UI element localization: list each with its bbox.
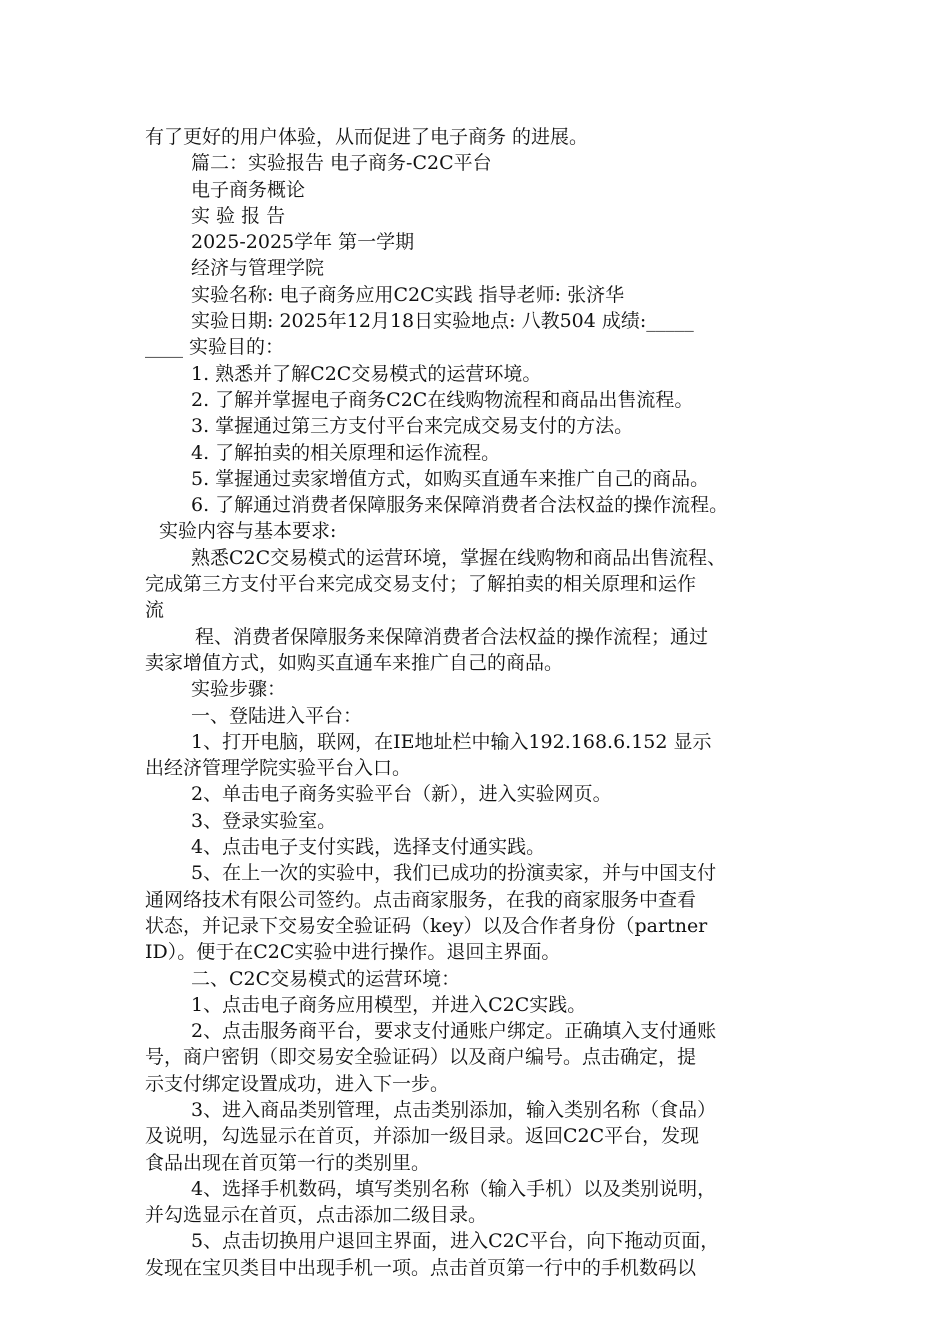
- step-item: 1、打开电脑，联网，在IE地址栏中输入192.168.6.152 显示: [191, 730, 712, 753]
- step-item: 1、点击电子商务应用模型，并进入C2C实践。: [191, 993, 587, 1016]
- step-item: 4、选择手机数码，填写类别名称（输入手机）以及类别说明，: [191, 1177, 717, 1200]
- step-item: 3、登录实验室。: [191, 809, 337, 832]
- text-line: 有了更好的用户体验，从而促进了电子商务 的进展。: [145, 126, 589, 148]
- purpose-item: 6. 了解通过消费者保障服务来保障消费者合法权益的操作流程。: [191, 494, 729, 517]
- text-line: 熟悉C2C交易模式的运营环境，掌握在线购物和商品出售流程、: [191, 546, 727, 569]
- steps-heading: 实验步骤：: [191, 678, 287, 701]
- text-line: 完成第三方支付平台来完成交易支付；了解拍卖的相关原理和运作: [145, 573, 697, 596]
- purpose-item: 1. 熟悉并了解C2C交易模式的运营环境。: [191, 362, 542, 385]
- step-section-heading: 一、登陆进入平台：: [191, 704, 363, 727]
- purpose-item: 2. 了解并掌握电子商务C2C在线购物流程和商品出售流程。: [191, 388, 694, 411]
- document-page: [145, 124, 825, 1281]
- purpose-item: 5. 掌握通过卖家增值方式，如购买直通车来推广自己的商品。: [191, 467, 710, 490]
- purpose-item: 3. 掌握通过第三方支付平台来完成交易支付的方法。: [191, 415, 634, 438]
- step-section-heading: 二、C2C交易模式的运营环境：: [191, 967, 461, 990]
- school-name: 经济与管理学院: [191, 257, 325, 280]
- step-item: 5、点击切换用户退回主界面，进入C2C平台，向下拖动页面，: [191, 1230, 720, 1253]
- text-line: ID）。便于在C2C实验中进行操作。退回主界面。: [145, 941, 561, 964]
- step-item: 2、点击服务商平台，要求支付通账户绑定。正确填入支付通账: [191, 1020, 717, 1043]
- text-line: 流: [145, 599, 165, 622]
- section-heading: 篇二：实验报告 电子商务-C2C平台: [191, 152, 492, 175]
- course-title: 电子商务概论: [191, 178, 306, 201]
- text-line: 通网络技术有限公司签约。点击商家服务，在我的商家服务中查看: [145, 888, 697, 911]
- experiment-purpose-heading: ____ 实验目的：: [145, 336, 285, 359]
- text-line: 出经济管理学院实验平台入口。: [145, 757, 412, 780]
- text-line: 发现在宝贝类目中出现手机一项。点击首页第一行中的手机数码以: [145, 1256, 697, 1279]
- step-item: 2、单击电子商务实验平台（新），进入实验网页。: [191, 783, 612, 806]
- step-item: 3、进入商品类别管理，点击类别添加，输入类别名称（食品）: [191, 1098, 717, 1121]
- experiment-date: 实验日期: 2025年12月18日实验地点: 八教504 成绩:_____: [191, 310, 694, 333]
- content-heading: 实验内容与基本要求:: [159, 520, 337, 543]
- step-item: 5、在上一次的实验中，我们已成功的扮演卖家，并与中国支付: [191, 862, 717, 885]
- academic-year: 2025-2025学年 第一学期: [191, 231, 415, 254]
- text-line: 状态，并记录下交易安全验证码（key）以及合作者身份（partner: [145, 914, 708, 937]
- text-line: 食品出现在首页第一行的类别里。: [145, 1151, 431, 1174]
- text-line: 并勾选显示在首页，点击添加二级目录。: [145, 1204, 488, 1227]
- text-line: 程、消费者保障服务来保障消费者合法权益的操作流程；通过: [195, 625, 709, 648]
- purpose-item: 4. 了解拍卖的相关原理和运作流程。: [191, 441, 501, 464]
- text-line: 卖家增值方式，如购买直通车来推广自己的商品。: [145, 651, 564, 674]
- text-line: 示支付绑定设置成功，进入下一步。: [145, 1072, 450, 1095]
- text-line: 及说明，勾选显示在首页，并添加一级目录。返回C2C平台，发现: [145, 1125, 700, 1148]
- experiment-name: 实验名称: 电子商务应用C2C实践 指导老师: 张济华: [191, 283, 625, 306]
- text-line: 号，商户密钥（即交易安全验证码）以及商户编号。点击确定，提: [145, 1046, 697, 1069]
- report-title: 实 验 报 告: [191, 204, 286, 227]
- step-item: 4、点击电子支付实践，选择支付通实践。: [191, 836, 546, 859]
